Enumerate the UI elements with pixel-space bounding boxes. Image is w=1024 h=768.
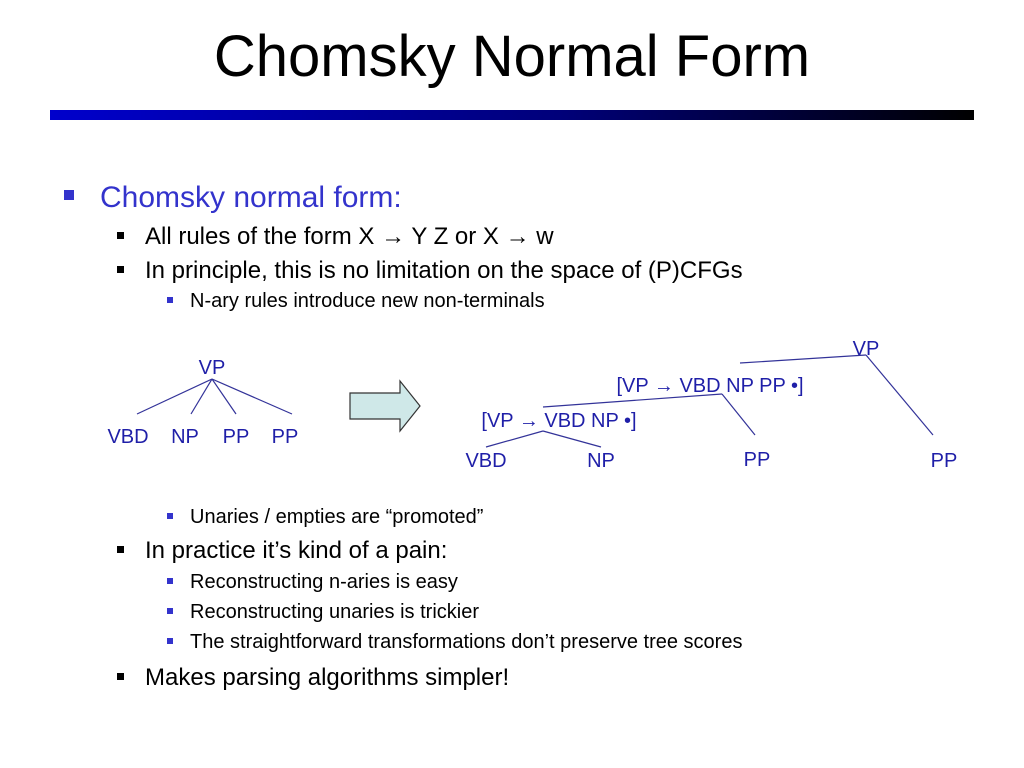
tree-edge	[543, 431, 601, 447]
left-tree-root-label: VP	[198, 357, 226, 379]
bullet-square-icon	[167, 297, 173, 303]
bullet-all-rules: All rules of the form X → Y Z or X → w	[145, 223, 554, 250]
right-tree-leaf-pp1: PP	[743, 449, 771, 471]
right-tree-mid1-label: [VP → VBD NP PP •]	[616, 375, 804, 397]
bullet-square-icon	[167, 513, 173, 519]
left-tree-leaf-np: NP	[171, 426, 199, 448]
bullet-unary-reconstruct: Reconstructing unaries is trickier	[190, 601, 479, 623]
bullet-in-principle: In principle, this is no limitation on the space of (P)CFGs	[145, 257, 743, 284]
title-underline	[50, 110, 974, 120]
bullet-square-icon	[117, 266, 124, 273]
bullet-square-icon	[117, 232, 124, 239]
left-tree-leaf-pp1: PP	[222, 426, 250, 448]
right-tree-leaf-vbd: VBD	[465, 450, 507, 472]
left-tree-leaf-vbd: VBD	[107, 426, 149, 448]
right-tree-root-label: VP	[852, 338, 880, 360]
bullet-square-icon	[167, 578, 173, 584]
left-tree-leaf-pp2: PP	[271, 426, 299, 448]
right-tree-leaf-np: NP	[587, 450, 615, 472]
bullet-square-icon	[167, 638, 173, 644]
right-tree-mid2-label: [VP → VBD NP •]	[481, 410, 637, 432]
bullet-square-icon	[117, 673, 124, 680]
bullet-chomsky-normal-form: Chomsky normal form:	[100, 181, 402, 214]
left-tree	[137, 379, 292, 414]
tree-edge	[740, 355, 866, 363]
bullet-nary-reconstruct: Reconstructing n-aries is easy	[190, 571, 458, 593]
tree-edge	[722, 394, 755, 435]
tree-edge	[137, 379, 212, 414]
tree-edge	[866, 355, 933, 435]
bullet-square-icon	[117, 546, 124, 553]
bullet-parsing-simpler: Makes parsing algorithms simpler!	[145, 664, 510, 691]
bullet-square-icon	[64, 190, 74, 200]
bullet-in-practice: In practice it’s kind of a pain:	[145, 537, 448, 564]
bullet-unaries-promoted: Unaries / empties are “promoted”	[190, 506, 484, 528]
right-tree-leaf-pp2: PP	[930, 450, 958, 472]
right-tree	[486, 355, 933, 447]
transform-arrow-icon	[350, 381, 420, 431]
bullet-square-icon	[167, 608, 173, 614]
tree-diagram	[0, 335, 1024, 495]
tree-edge	[486, 431, 543, 447]
bullet-nary-rules: N-ary rules introduce new non-terminals	[190, 290, 545, 312]
bullet-tree-scores: The straightforward transformations don’t preserve tree scores	[190, 631, 743, 653]
slide-title: Chomsky Normal Form	[213, 24, 811, 89]
